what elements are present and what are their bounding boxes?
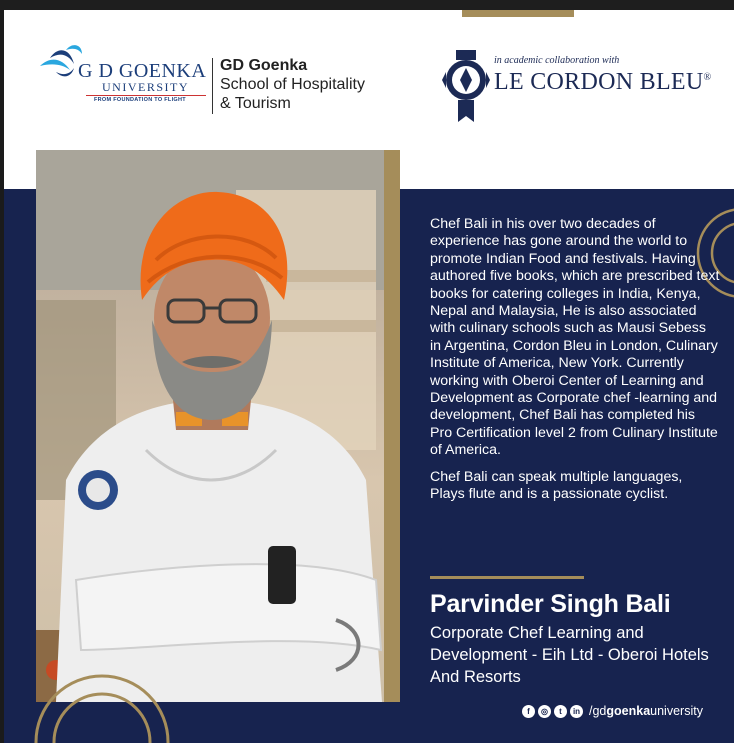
chef-photo [36,150,392,702]
chef-bio [430,216,720,513]
gold-divider [430,576,584,579]
gd-goenka-red-rule [86,95,206,96]
school-name-line3: & Tourism [220,95,291,112]
bio-paragraph-1: Chef Bali in his over two decades of experience has gone around the world to promote Indian Food and festivals. Having authored five books, which are prescribed text books for catering colleges in India, Kenya, Nepal and Malaysia, He is also associated with culinary schools such as Mausi Sebess in Argentina, Cordon Bleu in London, Culinary Institute of America, New York. Currently working with Oberoi Center of Learning and Development as Corporate chef -learning and development, Chef Bali has completed his Pro Certification level 2 from Culinary Institute of America. [430,216,720,459]
chef-name: Parvinder Singh Bali [430,590,671,618]
social-handle[interactable] [589,704,703,718]
school-name-line2: School of Hospitality [220,76,365,93]
collaboration-text: in academic collaboration with [494,55,620,66]
linkedin-icon[interactable]: in [570,705,583,718]
poster [4,10,734,743]
gd-goenka-university-text: UNIVERSITY [102,80,189,94]
gd-goenka-logo [36,40,208,110]
school-name [220,56,365,113]
twitter-icon[interactable]: t [554,705,567,718]
le-cordon-bleu-logo [442,50,712,124]
le-cordon-bleu-name: LE CORDON BLEU [494,69,704,95]
decorative-ring-bottom [32,672,172,743]
school-name-line1: GD Goenka [220,57,308,74]
gd-goenka-tagline: FROM FOUNDATION TO FLIGHT [94,97,186,103]
handle-prefix: /gd [589,704,607,718]
photo-gold-bar [384,150,400,702]
gd-goenka-wordmark: G D GOENKA [78,60,207,82]
facebook-icon[interactable]: f [522,705,535,718]
bio-paragraph-2: Chef Bali can speak multiple languages, Plays flute and is a passionate cyclist. [430,468,683,503]
handle-suffix: university [650,704,703,718]
social-handle-row [522,703,703,719]
chef-portrait-illustration [36,150,392,702]
instagram-icon[interactable]: ◎ [538,705,551,718]
window-top-strip [0,0,734,10]
chef-title: Corporate Chef Learning and Development - Eih Ltd - Oberoi Hotels And Resorts [430,624,709,686]
gold-tab-accent [462,10,574,17]
logo-divider [212,58,213,114]
handle-bold: goenka [606,704,651,718]
registered-mark: ® [703,72,712,83]
le-cordon-bleu-crest-icon [442,50,490,122]
le-cordon-bleu-wordmark [494,69,711,96]
